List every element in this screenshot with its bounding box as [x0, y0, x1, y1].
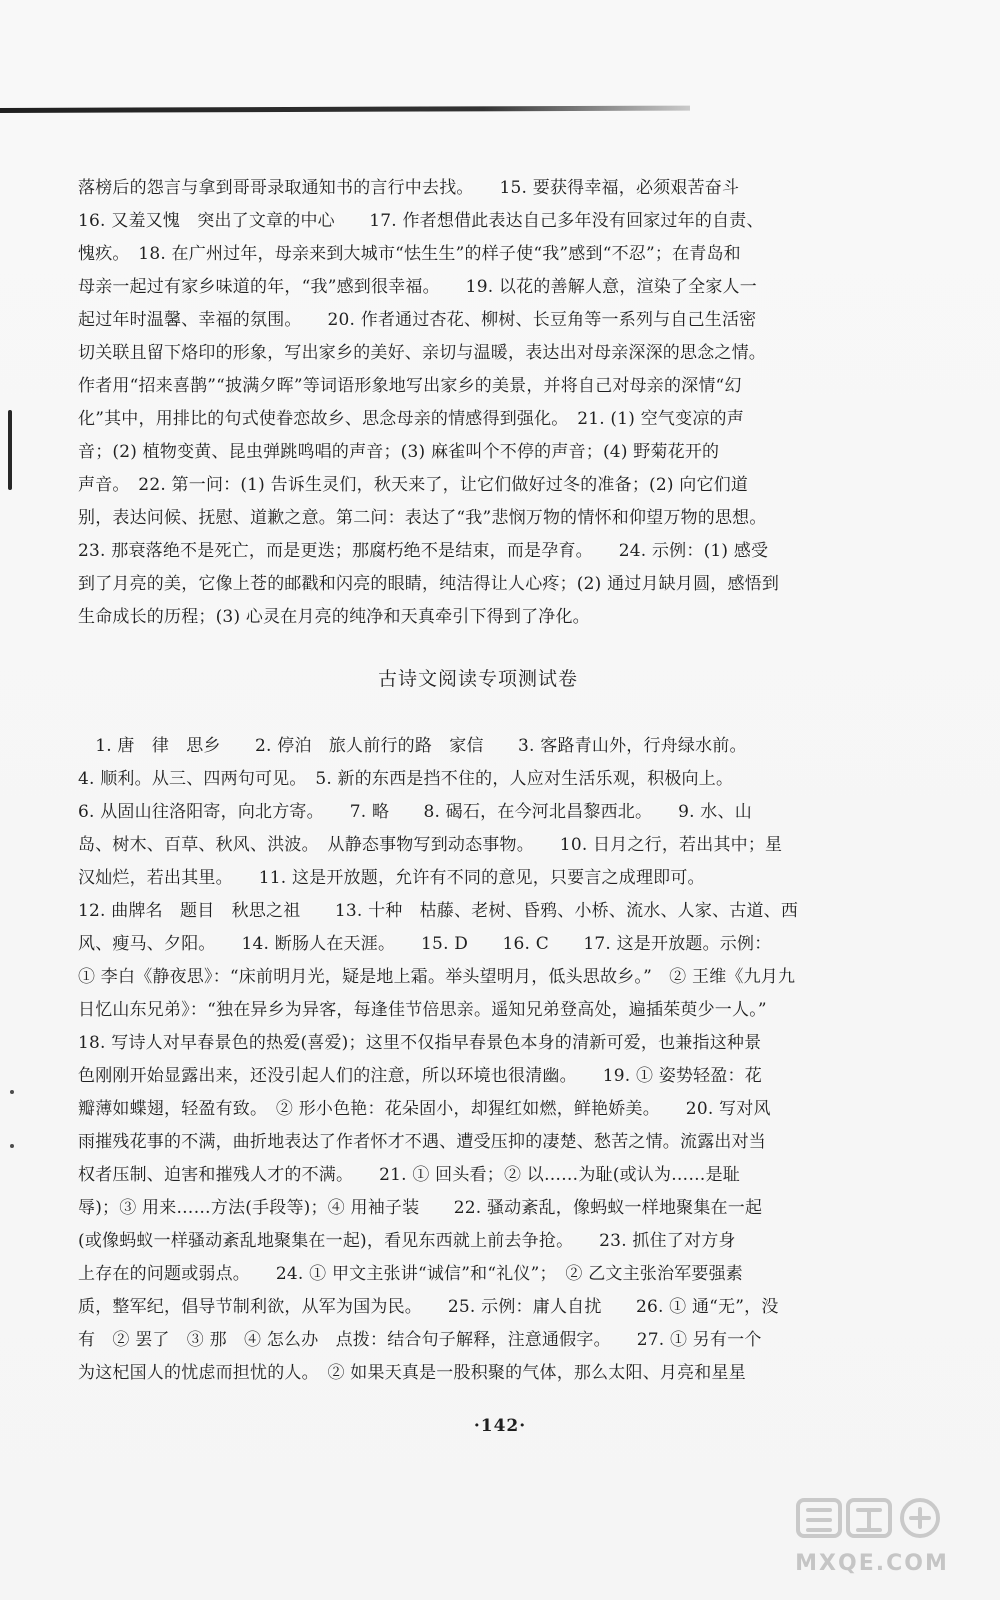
text-line: 日忆山东兄弟》：“独在异乡为异客，每逢佳节倍思亲。遥知兄弟登高处，遍插茱萸少一人。”	[78, 1000, 767, 1020]
top-rule	[0, 106, 690, 113]
text-line: 岛、树木、百草、秋风、洪波。 从静态事物写到动态事物。 10. 日月之行，若出其中；星	[78, 835, 783, 855]
text-line: 风、瘦马、夕阳。 14. 断肠人在天涯。 15. D 16. C 17. 这是开放题。示例：	[78, 934, 772, 954]
text-line: 上存在的问题或弱点。 24. ① 甲文主张讲“诚信”和“礼仪”； ② 乙文主张治军要强素	[78, 1264, 744, 1284]
text-line: 4. 顺利。从三、四两句可见。 5. 新的东西是挡不住的，人应对生活乐观，积极向上。	[78, 769, 734, 789]
section-title: 古诗文阅读专项测试卷	[377, 668, 578, 690]
page-number: ·142·	[473, 1416, 527, 1436]
text-line: 到了月亮的美，它像上苍的邮戳和闪亮的眼睛，纯洁得让人心疼；(2) 通过月缺月圆，感悟到	[78, 574, 780, 594]
text-line: 汉灿烂，若出其里。 11. 这是开放题，允许有不同的意见，只要言之成理即可。	[78, 868, 705, 888]
text-line: 母亲一起过有家乡味道的年，“我”感到很幸福。 19. 以花的善解人意，渲染了全家人一	[78, 277, 757, 297]
text-line: 愧疚。 18. 在广州过年，母亲来到大城市“怯生生”的样子使“我”感到“不忍”；在青岛和	[78, 244, 741, 264]
text-line: 落榜后的怨言与拿到哥哥录取通知书的言行中去找。 15. 要获得幸福，必须艰苦奋斗	[78, 178, 740, 198]
text-line: 音；(2) 植物变黄、昆虫弹跳鸣唱的声音；(3) 麻雀叫个不停的声音；(4) 野菊花开的	[78, 442, 720, 462]
text-line: 起过年时温馨、幸福的氛围。 20. 作者通过杏花、柳树、长豆角等一系列与自己生活密	[78, 310, 757, 330]
scan-dot	[10, 1144, 14, 1148]
watermark-text: MXQE.COM	[795, 1551, 949, 1576]
text-line: 雨摧残花事的不满，曲折地表达了作者怀才不遇、遭受压抑的凄楚、愁苦之情。流露出对当	[78, 1132, 766, 1152]
text-line: 23. 那衰落绝不是死亡，而是更迭；那腐朽绝不是结束，而是孕育。 24. 示例：(1) 感受	[78, 541, 769, 561]
scan-dot	[10, 1090, 14, 1094]
answer-block-bottom	[78, 730, 878, 1390]
text-line: (或像蚂蚁一样骚动紊乱地聚集在一起)，看见东西就上前去争抢。 23. 抓住了对方身	[78, 1231, 736, 1251]
page-content	[78, 172, 878, 1383]
text-line: 权者压制、迫害和摧残人才的不满。 21. ① 回头看；② 以……为耻(或认为……是耻	[78, 1165, 740, 1185]
text-line: 切关联且留下烙印的形象，写出家乡的美好、亲切与温暖，表达出对母亲深深的思念之情。	[78, 343, 766, 363]
text-line: 化”其中，用排比的句式使眷恋故乡、思念母亲的情感得到强化。 21. (1) 空气变凉的声	[78, 409, 744, 429]
text-line: 别，表达问候、抚慰、道歉之意。第二问：表达了“我”悲悯万物的情怀和仰望万物的思想。	[78, 508, 767, 528]
text-line: 1. 唐 律 思乡 2. 停泊 旅人前行的路 家信 3. 客路青山外，行舟绿水前。	[78, 736, 747, 756]
text-line: 声音。 22. 第一问：(1) 告诉生灵们，秋天来了，让它们做好过冬的准备；(2) 向它们道	[78, 475, 749, 495]
text-line: 有 ② 罢了 ③ 那 ④ 怎么办 点拨：结合句子解释，注意通假字。 27. ① 另有一个	[78, 1330, 762, 1350]
text-line: 质，整军纪，倡导节制利欲，从军为国为民。 25. 示例：庸人自扰 26. ① 通“无”，没	[78, 1297, 779, 1317]
text-line: 6. 从固山往洛阳寄，向北方寄。 7. 略 8. 碣石，在今河北昌黎西北。 9. 水、山	[78, 802, 752, 822]
text-line: 18. 写诗人对早春景色的热爱(喜爱)；这里不仅指早春景色本身的清新可爱，也兼指这种景	[78, 1033, 762, 1053]
text-line: 色刚刚开始显露出来，还没引起人们的注意，所以环境也很清幽。 19. ① 姿势轻盈：花	[78, 1066, 762, 1086]
watermark	[772, 1488, 972, 1576]
answer-block-top	[78, 172, 878, 634]
text-line: 12. 曲牌名 题目 秋思之祖 13. 十种 枯藤、老树、昏鸦、小桥、流水、人家、古道、西	[78, 901, 799, 921]
watermark-logo-icon	[790, 1492, 954, 1546]
text-line: 作者用“招来喜鹊”“披满夕晖”等词语形象地写出家乡的美景，并将自己对母亲的深情“幻	[78, 376, 742, 396]
text-line: 为这杞国人的忧虑而担忧的人。 ② 如果天真是一股积聚的气体，那么太阳、月亮和星星	[78, 1363, 746, 1383]
scan-mark	[8, 410, 12, 490]
text-line: ① 李白《静夜思》：“床前明月光，疑是地上霜。举头望明月，低头思故乡。” ② 王维《九月九	[78, 967, 796, 987]
text-line: 辱)；③ 用来……方法(手段等)；④ 用袖子装 22. 骚动紊乱，像蚂蚁一样地聚集在一起	[78, 1198, 763, 1218]
text-line: 生命成长的历程；(3) 心灵在月亮的纯净和天真牵引下得到了净化。	[78, 607, 590, 627]
text-line: 瓣薄如蝶翅，轻盈有致。 ② 形小色艳：花朵固小，却猩红如燃，鲜艳娇美。 20. 写对风	[78, 1099, 771, 1119]
text-line: 16. 又羞又愧 突出了文章的中心 17. 作者想借此表达自己多年没有回家过年的自责、	[78, 211, 764, 231]
